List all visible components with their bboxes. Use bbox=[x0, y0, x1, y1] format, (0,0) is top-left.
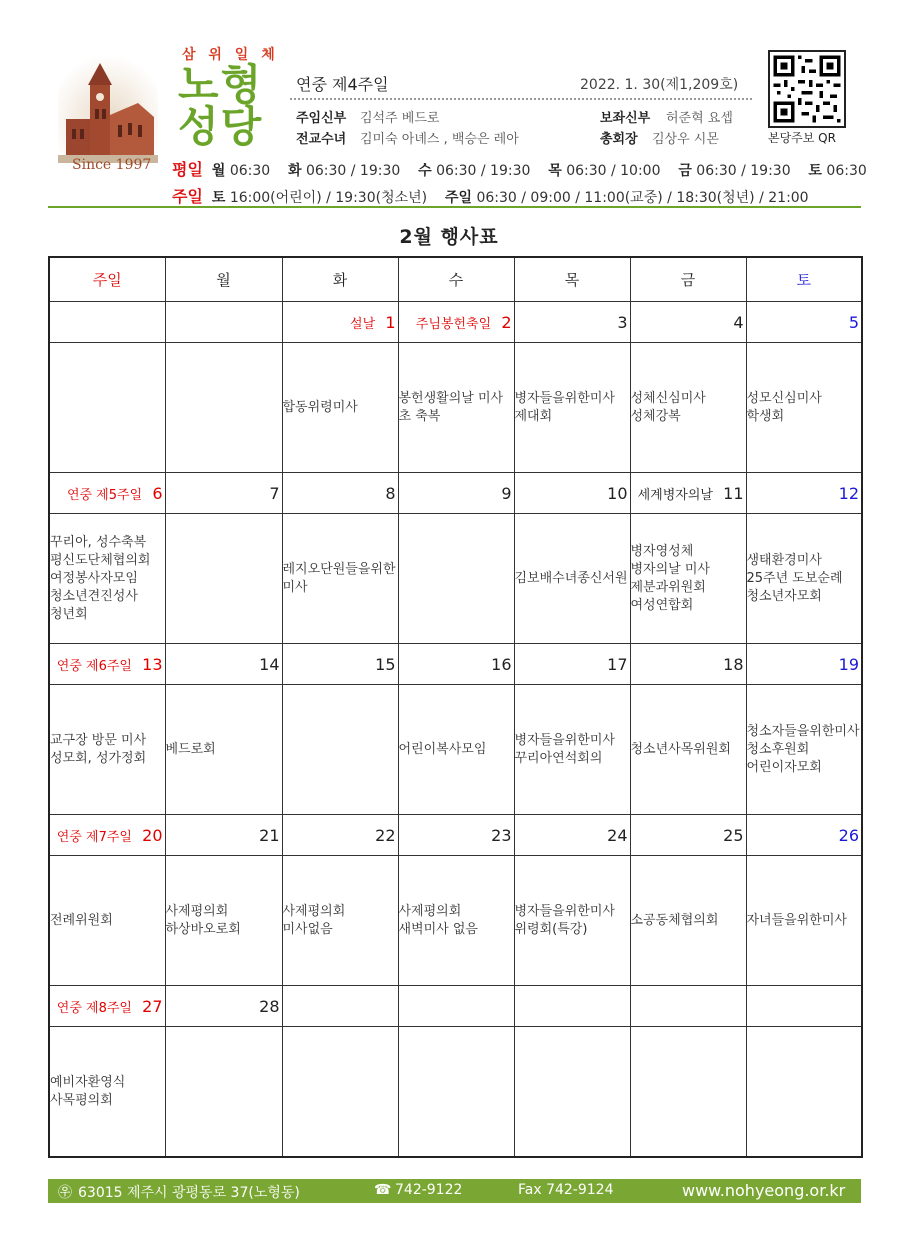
event-row bbox=[49, 1027, 862, 1158]
event-item: 병자들을위한미사 bbox=[514, 903, 615, 919]
event-item: 학생회 bbox=[746, 408, 785, 424]
date-number: 11 bbox=[723, 483, 744, 503]
event-item: 성체강복 bbox=[630, 408, 681, 424]
pastor-name: 김석주 베드로 bbox=[360, 111, 440, 126]
date-number: 15 bbox=[375, 654, 396, 674]
event-cell bbox=[398, 1027, 514, 1158]
event-item: 성모신심미사 bbox=[746, 390, 822, 406]
since-year: Since 1997 bbox=[72, 157, 152, 173]
event-item: 청년회 bbox=[50, 606, 88, 622]
date-number: 19 bbox=[838, 654, 859, 674]
postal-mark-icon: ㉾ bbox=[58, 1185, 72, 1201]
date-row bbox=[49, 302, 862, 343]
date-number: 13 bbox=[142, 654, 163, 674]
header-thu: 목 bbox=[514, 257, 630, 302]
date-number: 20 bbox=[142, 825, 163, 845]
event-item: 소공동체협의회 bbox=[630, 912, 719, 928]
date-label: 연중 제7주일 bbox=[56, 829, 132, 845]
date-label: 연중 제8주일 bbox=[56, 1000, 132, 1016]
event-item: 새벽미사 없음 bbox=[398, 921, 478, 937]
event-cell bbox=[49, 1027, 165, 1158]
date-label: 연중 제6주일 bbox=[56, 658, 132, 674]
date-cell bbox=[165, 473, 282, 514]
date-cell bbox=[746, 986, 862, 1027]
date-label: 세계병자의날 bbox=[637, 487, 713, 503]
date-number: 24 bbox=[607, 825, 628, 845]
event-cell bbox=[282, 685, 398, 815]
sunday-mass-row bbox=[172, 184, 809, 207]
event-item: 미사 bbox=[282, 579, 308, 595]
event-item: 평신도단체협의회 bbox=[50, 552, 151, 568]
date-number: 27 bbox=[142, 996, 163, 1016]
date-cell bbox=[630, 473, 746, 514]
date-cell bbox=[282, 815, 398, 856]
date-number: 6 bbox=[152, 483, 163, 503]
event-item: 봉헌생활의날 미사 bbox=[398, 390, 504, 406]
week-title: 연중 제4주일 bbox=[296, 75, 389, 94]
date-cell bbox=[514, 644, 630, 685]
event-cell bbox=[630, 856, 746, 986]
event-item: 어린이복사모임 bbox=[398, 741, 487, 757]
mass-day-fri: 금 bbox=[678, 163, 692, 179]
event-item: 교구장 방문 미사 bbox=[50, 732, 147, 748]
header-divider bbox=[48, 206, 861, 208]
event-row bbox=[49, 685, 862, 815]
header-fri: 금 bbox=[630, 257, 746, 302]
date-cell bbox=[630, 302, 746, 343]
mass-time-thu: 06:30 / 10:00 bbox=[566, 163, 661, 179]
event-cell bbox=[165, 514, 282, 644]
event-item: 베드로회 bbox=[165, 741, 216, 757]
event-cell bbox=[630, 343, 746, 473]
event-item: 꾸리아연석회의 bbox=[514, 750, 603, 766]
date-cell bbox=[630, 644, 746, 685]
date-cell bbox=[514, 473, 630, 514]
header-sun: 주일 bbox=[49, 257, 165, 302]
sisters-names: 김미숙 아녜스 , 백승은 레아 bbox=[360, 132, 519, 147]
president-name: 김상우 시몬 bbox=[652, 132, 719, 147]
date-cell bbox=[746, 302, 862, 343]
mass-day-thu: 목 bbox=[548, 163, 562, 179]
event-item: 레지오단원들을위한 bbox=[282, 561, 396, 577]
date-number: 10 bbox=[607, 483, 628, 503]
date-number: 9 bbox=[501, 483, 512, 503]
date-cell bbox=[49, 644, 165, 685]
event-cell bbox=[514, 514, 630, 644]
event-item: 꾸리아, 성수축복 bbox=[50, 534, 147, 550]
event-item: 자녀들을위한미사 bbox=[746, 912, 847, 928]
event-cell bbox=[514, 856, 630, 986]
date-cell bbox=[398, 815, 514, 856]
pastor-label: 주임신부 bbox=[296, 111, 347, 126]
header-sat: 토 bbox=[746, 257, 862, 302]
event-item: 제대회 bbox=[514, 408, 553, 424]
qr-caption: 본당주보 QR bbox=[768, 131, 836, 145]
event-cell bbox=[746, 343, 862, 473]
event-item: 사제평의회 bbox=[282, 903, 346, 919]
date-cell bbox=[49, 815, 165, 856]
date-cell bbox=[49, 473, 165, 514]
date-number: 8 bbox=[385, 483, 396, 503]
event-cell bbox=[165, 1027, 282, 1158]
event-item: 생태환경미사 bbox=[746, 552, 822, 568]
mass-day-mon: 월 bbox=[211, 163, 226, 179]
date-cell bbox=[165, 302, 282, 343]
date-row bbox=[49, 986, 862, 1027]
date-cell bbox=[630, 815, 746, 856]
event-item: 병자들을위한미사 bbox=[514, 390, 615, 406]
event-item: 미사없음 bbox=[282, 921, 333, 937]
date-cell bbox=[165, 644, 282, 685]
weekday-mass-head: 평일 bbox=[172, 160, 203, 179]
mass-day-sat: 토 bbox=[808, 163, 822, 179]
event-cell bbox=[49, 856, 165, 986]
sat-vigil-day: 토 bbox=[211, 190, 226, 206]
mass-day-tue: 화 bbox=[287, 163, 302, 179]
event-cell bbox=[282, 1027, 398, 1158]
event-cell bbox=[514, 343, 630, 473]
date-cell bbox=[514, 302, 630, 343]
date-cell bbox=[398, 644, 514, 685]
event-item: 성체신심미사 bbox=[630, 390, 706, 406]
header-wed: 수 bbox=[398, 257, 514, 302]
weekday-mass-row bbox=[172, 157, 867, 180]
event-item: 초 축복 bbox=[398, 408, 441, 424]
mass-time-mon: 06:30 bbox=[229, 163, 271, 179]
issue-number: 2022. 1. 30(제1,209호) bbox=[580, 77, 739, 93]
date-number: 5 bbox=[848, 312, 859, 332]
date-number: 25 bbox=[723, 825, 744, 845]
date-cell bbox=[630, 986, 746, 1027]
event-cell bbox=[282, 856, 398, 986]
event-cell bbox=[630, 514, 746, 644]
event-cell bbox=[165, 856, 282, 986]
date-number: 14 bbox=[259, 654, 280, 674]
date-cell bbox=[49, 986, 165, 1027]
sunday-day: 주일 bbox=[444, 190, 472, 206]
event-cell bbox=[746, 685, 862, 815]
church-building-icon bbox=[58, 55, 158, 163]
event-item: 병자의날 미사 bbox=[630, 561, 710, 577]
weekday-header-row bbox=[49, 257, 862, 302]
president-label: 총회장 bbox=[600, 132, 638, 147]
event-cell bbox=[49, 343, 165, 473]
date-cell bbox=[165, 815, 282, 856]
event-item: 사제평의회 bbox=[398, 903, 462, 919]
event-item: 25주년 도보순례 bbox=[746, 570, 843, 586]
date-cell bbox=[398, 302, 514, 343]
date-label: 설날 bbox=[350, 316, 376, 332]
church-name-line1: 노형 bbox=[178, 60, 264, 109]
date-cell bbox=[398, 473, 514, 514]
event-item: 전례위원회 bbox=[50, 912, 113, 928]
footer-bar bbox=[48, 1179, 861, 1203]
date-cell bbox=[398, 986, 514, 1027]
event-item: 하상바오로회 bbox=[165, 921, 241, 937]
event-cell bbox=[514, 1027, 630, 1158]
telephone-icon: ☎ bbox=[374, 1182, 392, 1198]
date-cell bbox=[514, 986, 630, 1027]
date-cell bbox=[282, 302, 398, 343]
date-cell bbox=[49, 302, 165, 343]
date-cell bbox=[746, 815, 862, 856]
date-cell bbox=[165, 986, 282, 1027]
event-item: 청소년사목위원회 bbox=[630, 741, 731, 757]
event-item: 청소년견진성사 bbox=[50, 588, 138, 604]
footer-phone: 742-9122 bbox=[395, 1182, 463, 1198]
event-cell bbox=[746, 1027, 862, 1158]
date-cell bbox=[282, 644, 398, 685]
event-item: 청소후원회 bbox=[746, 741, 810, 757]
event-cell bbox=[398, 856, 514, 986]
date-number: 23 bbox=[491, 825, 512, 845]
date-number: 7 bbox=[269, 483, 280, 503]
calendar-title: 2월 행사표 bbox=[399, 226, 499, 248]
event-cell bbox=[746, 856, 862, 986]
tagline: 삼 위 일 체 bbox=[182, 47, 279, 63]
event-item: 병자들을위한미사 bbox=[514, 732, 615, 748]
date-row bbox=[49, 644, 862, 685]
event-item: 예비자환영식 bbox=[50, 1074, 126, 1090]
sunday-mass-head: 주일 bbox=[172, 187, 203, 206]
event-cell bbox=[630, 685, 746, 815]
mass-time-wed: 06:30 / 19:30 bbox=[436, 163, 531, 179]
assistant-name: 허준혁 요셉 bbox=[666, 111, 733, 126]
event-item: 사제평의회 bbox=[165, 903, 229, 919]
date-cell bbox=[282, 986, 398, 1027]
event-cell bbox=[49, 685, 165, 815]
footer-website[interactable]: www.nohyeong.or.kr bbox=[682, 1181, 846, 1200]
event-item: 청소자들을위한미사 bbox=[746, 723, 860, 739]
event-item: 여성연합회 bbox=[630, 597, 694, 613]
date-row bbox=[49, 473, 862, 514]
date-cell bbox=[746, 644, 862, 685]
event-cell bbox=[398, 343, 514, 473]
event-cell bbox=[398, 514, 514, 644]
event-item: 청소년자모회 bbox=[746, 588, 822, 604]
church-name-line2: 성당 bbox=[178, 102, 264, 151]
event-item: 제분과위원회 bbox=[630, 579, 706, 595]
event-cell bbox=[398, 685, 514, 815]
assistant-label: 보좌신부 bbox=[600, 111, 651, 126]
event-cell bbox=[630, 1027, 746, 1158]
date-cell bbox=[282, 473, 398, 514]
event-cell bbox=[165, 685, 282, 815]
mass-time-fri: 06:30 / 19:30 bbox=[696, 163, 791, 179]
date-row bbox=[49, 815, 862, 856]
date-number: 12 bbox=[838, 483, 859, 503]
mass-time-tue: 06:30 / 19:30 bbox=[305, 163, 401, 179]
mass-time-sat: 06:30 bbox=[826, 163, 867, 179]
event-cell bbox=[282, 343, 398, 473]
date-number: 16 bbox=[491, 654, 512, 674]
date-number: 18 bbox=[723, 654, 744, 674]
header-mon: 월 bbox=[165, 257, 282, 302]
event-item: 사목평의회 bbox=[50, 1092, 113, 1108]
event-cell bbox=[282, 514, 398, 644]
date-number: 28 bbox=[259, 996, 280, 1016]
date-number: 21 bbox=[259, 825, 280, 845]
date-number: 26 bbox=[838, 825, 859, 845]
date-label: 연중 제5주일 bbox=[66, 487, 143, 503]
date-cell bbox=[746, 473, 862, 514]
event-item: 김보배수녀종신서원 bbox=[514, 570, 628, 586]
date-number: 2 bbox=[501, 312, 512, 332]
event-cell bbox=[746, 514, 862, 644]
sunday-time: 06:30 / 09:00 / 11:00(교중) / 18:30(청년) / 21:00 bbox=[476, 190, 809, 206]
date-number: 17 bbox=[607, 654, 628, 674]
date-number: 4 bbox=[733, 312, 744, 332]
event-item: 여정봉사자모임 bbox=[50, 570, 138, 586]
event-item: 위령회(특강) bbox=[514, 921, 588, 937]
event-cell bbox=[49, 514, 165, 644]
event-item: 성모회, 성가정회 bbox=[50, 750, 147, 766]
event-row bbox=[49, 343, 862, 473]
header-tue: 화 bbox=[282, 257, 398, 302]
sisters-label: 전교수녀 bbox=[296, 132, 347, 147]
date-cell bbox=[514, 815, 630, 856]
qr-code-icon[interactable] bbox=[768, 50, 846, 128]
date-number: 22 bbox=[375, 825, 396, 845]
event-item: 병자영성체 bbox=[630, 543, 694, 559]
event-calendar bbox=[48, 256, 863, 1158]
sat-vigil-time: 16:00(어린이) / 19:30(청소년) bbox=[229, 190, 428, 206]
event-cell bbox=[165, 343, 282, 473]
dotted-divider bbox=[290, 98, 752, 100]
footer-address: 63015 제주시 광평동로 37(노형동) bbox=[78, 1185, 300, 1201]
event-row bbox=[49, 856, 862, 986]
footer-fax: Fax 742-9124 bbox=[518, 1182, 614, 1198]
date-label: 주님봉헌축일 bbox=[415, 316, 492, 332]
date-number: 1 bbox=[385, 312, 396, 332]
mass-day-wed: 수 bbox=[418, 163, 432, 179]
event-item: 합동위령미사 bbox=[282, 399, 358, 415]
event-row bbox=[49, 514, 862, 644]
event-item: 어린이자모회 bbox=[746, 759, 822, 775]
date-number: 3 bbox=[617, 312, 628, 332]
event-cell bbox=[514, 685, 630, 815]
